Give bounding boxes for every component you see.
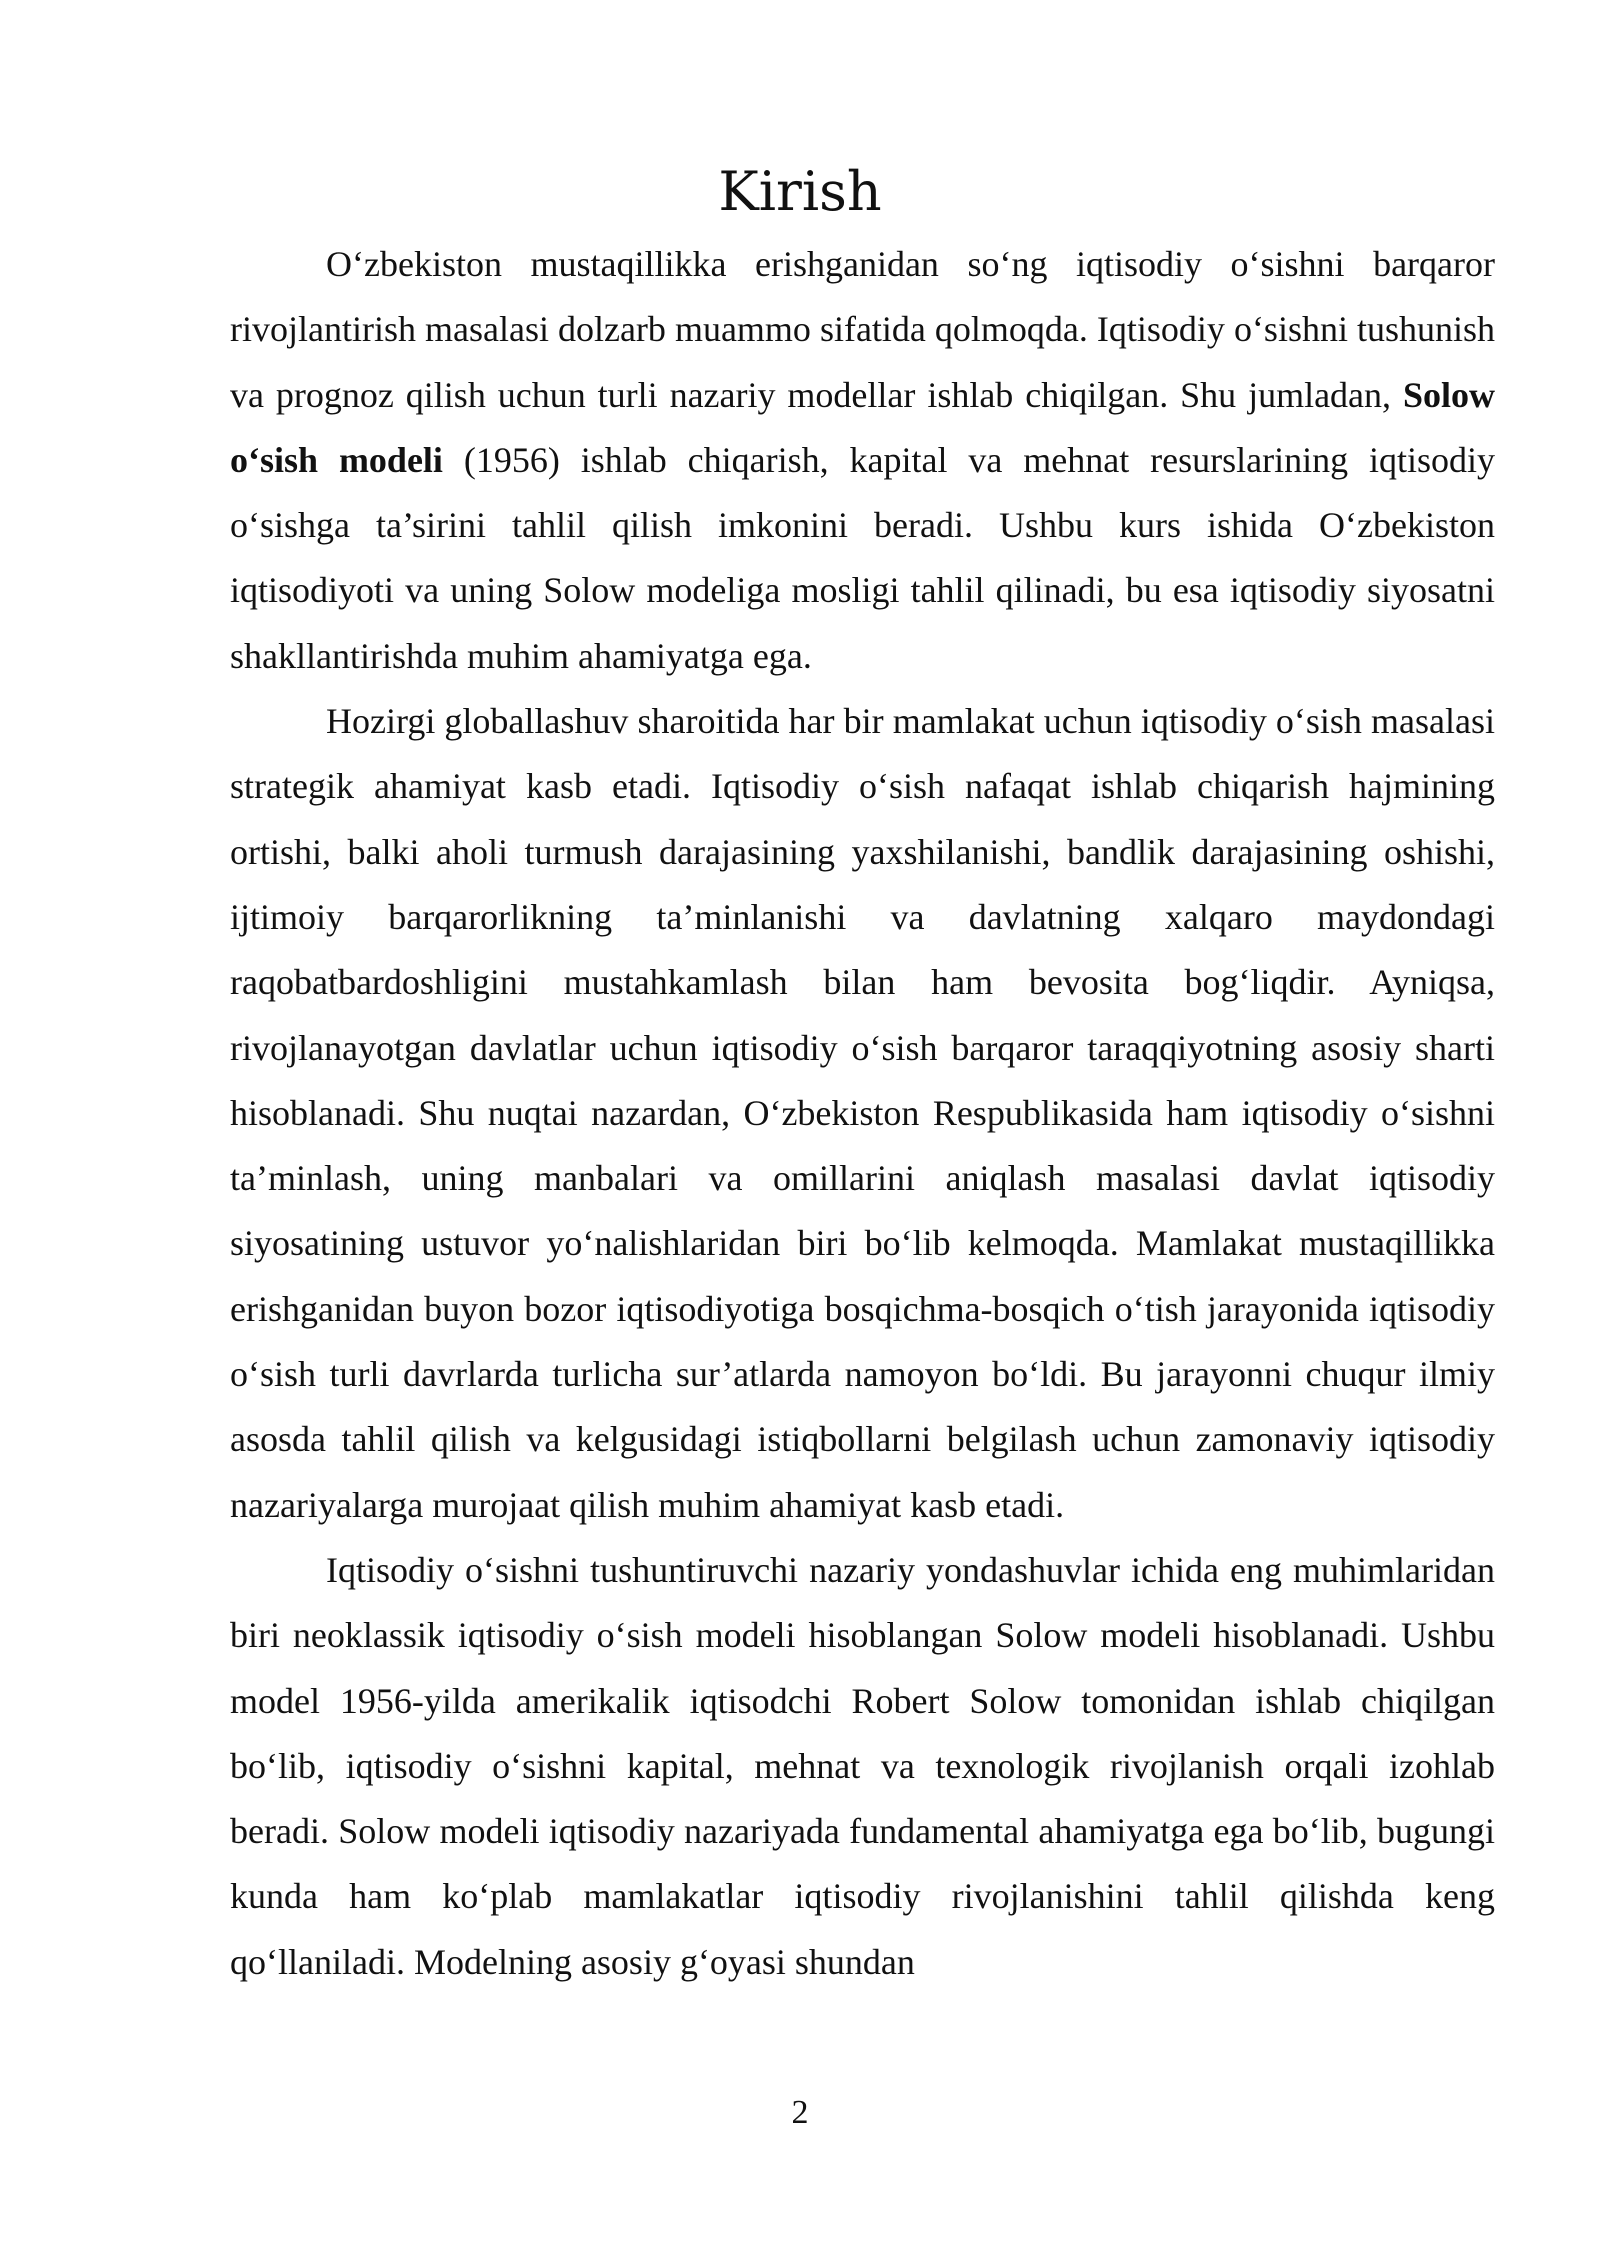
paragraph-1-intro: O‘zbekiston mustaqillikka erishganidan so‘ng iqtisodiy o‘sishni barqaror rivojlantirish masalasi dolzarb muammo sifatida qolmoqda. Iqtisodiy o‘sishni tushunish va prognoz qilish uchun turli nazariy modellar ishlab chiqilgan. Shu jumladan, xyxy=(230,244,1495,415)
paragraph-1-bold-term: Solow o‘sish modeli xyxy=(230,374,1495,480)
paragraph-1-rest: (1956) ishlab chiqarish, kapital va mehnat resurslarining iqtisodiy o‘sishga ta’sirini tahlil qilish imkonini beradi. Ushbu kurs ishida O‘zbekiston iqtisodiyoti va uning Solow modeliga mosligi tahlil qilinadi, bu esa iqtisodiy siyosatni shakllantirishda muhim ahamiyatga ega. xyxy=(230,439,1495,676)
paragraph-2: Hozirgi globallashuv sharoitida har bir mamlakat uchun iqtisodiy o‘sish masalasi strategik ahamiyat kasb etadi. Iqtisodiy o‘sish nafaqat ishlab chiqarish hajmining ortishi, balki aholi turmush darajasining yaxshilanishi, bandlik darajasining oshishi, ijtimoiy barqarorlikning ta’minlanishi va davlatning xalqaro maydondagi raqobatbardoshligini mustahkamlash bilan ham bevosita bog‘liqdir. Ayniqsa, rivojlanayotgan davlatlar uchun iqtisodiy o‘sish barqaror taraqqiyotning asosiy sharti hisoblanadi. Shu nuqtai nazardan, O‘zbekiston Respublikasida ham iqtisodiy o‘sishni ta’minlash, uning manbalari va omillarini aniqlash masalasi davlat iqtisodiy siyosatining ustuvor yo‘nalishlaridan biri bo‘lib kelmoqda. Mamlakat mustaqillikka erishganidan buyon bozor iqtisodiyotiga bosqichma-bosqich o‘tish jarayonida iqtisodiy o‘sish turli davrlarda turlicha sur’atlarda namoyon bo‘ldi. Bu jarayonni chuqur ilmiy asosda tahlil qilish va kelgusidagi istiqbollarni belgilash uchun zamonaviy iqtisodiy nazariyalarga murojaat qilish muhim ahamiyat kasb etadi. xyxy=(230,701,1495,1525)
page-number: 2 xyxy=(791,2094,809,2131)
paragraph-1 xyxy=(230,232,1495,689)
page-title: Kirish xyxy=(718,160,882,223)
document-body xyxy=(230,232,1495,1995)
paragraph-3: Iqtisodiy o‘sishni tushuntiruvchi nazariy yondashuvlar ichida eng muhimlaridan biri neoklassik iqtisodiy o‘sish modeli hisoblangan Solow modeli hisoblanadi. Ushbu model 1956-yilda amerikalik iqtisodchi Robert Solow tomonidan ishlab chiqilgan bo‘lib, iqtisodiy o‘sishni kapital, mehnat va texnologik rivojlanish orqali izohlab beradi. Solow modeli iqtisodiy nazariyada fundamental ahamiyatga ega bo‘lib, bugungi kunda ham ko‘plab mamlakatlar iqtisodiy rivojlanishini tahlil qilishda keng qo‘llaniladi. Modelning asosiy g‘oyasi shundan xyxy=(230,1549,1495,1982)
